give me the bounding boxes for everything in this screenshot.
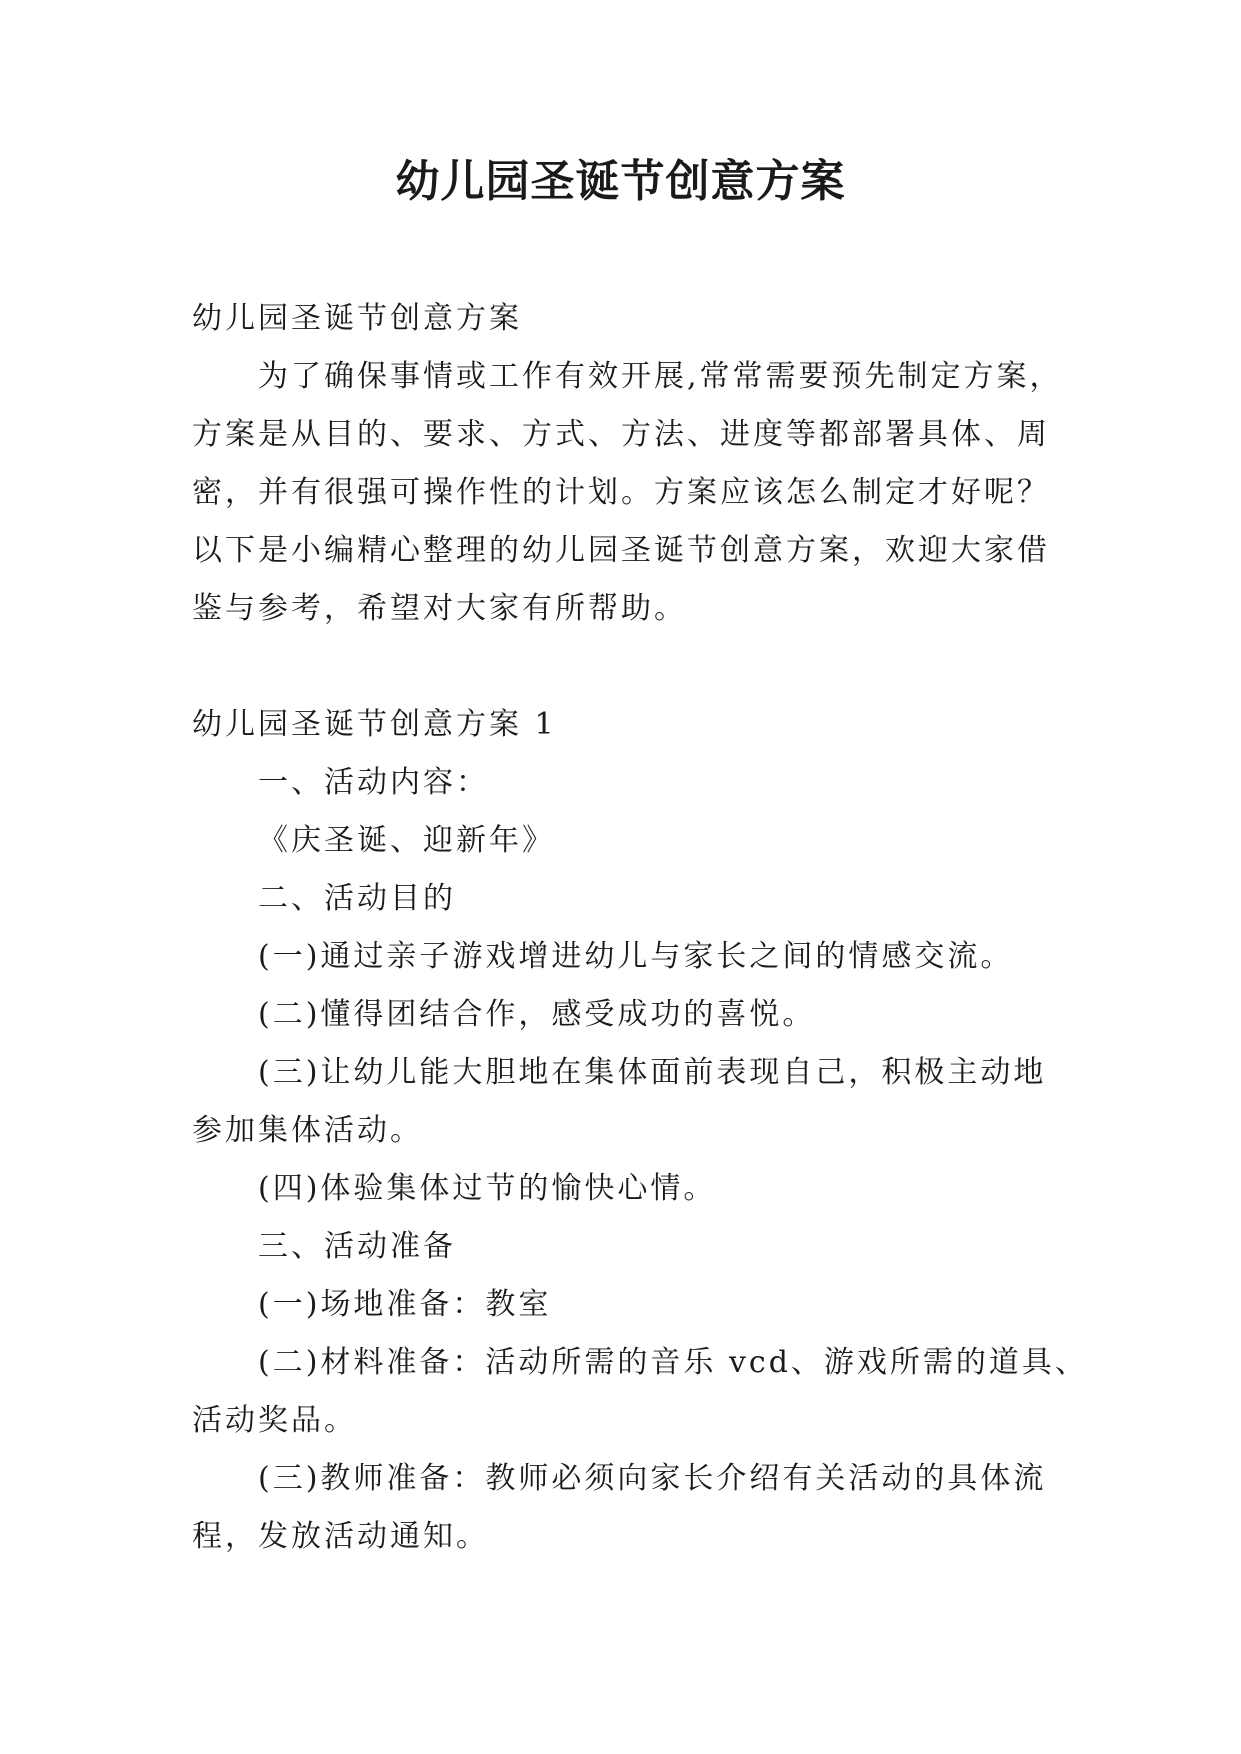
paragraph-line: 一、活动内容：	[258, 765, 489, 800]
section-heading: 幼儿园圣诞节创意方案 1	[192, 707, 557, 742]
document-title: 幼儿园圣诞节创意方案	[395, 156, 846, 207]
paragraph-line: 参加集体活动。	[192, 1113, 423, 1148]
paragraph-line: 方案是从目的、要求、方式、方法、进度等都部署具体、周	[192, 417, 1050, 452]
paragraph-line: 密，并有很强可操作性的计划。方案应该怎么制定才好呢？	[192, 475, 1050, 510]
paragraph-line: (三)教师准备：教师必须向家长介绍有关活动的具体流	[258, 1461, 1047, 1496]
paragraph-line: (一)通过亲子游戏增进幼儿与家长之间的情感交流。	[258, 939, 1014, 974]
paragraph-line: 二、活动目的	[258, 881, 456, 916]
paragraph-gap	[192, 638, 1052, 696]
paragraph-line: (一)场地准备：教室	[258, 1287, 552, 1322]
paragraph-line: (二)材料准备：活动所需的音乐 vcd、游戏所需的道具、	[258, 1345, 1088, 1380]
paragraph-line: 《庆圣诞、迎新年》	[258, 823, 555, 858]
paragraph-line: 活动奖品。	[192, 1403, 357, 1438]
paragraph-line: 幼儿园圣诞节创意方案	[192, 301, 522, 336]
paragraph-line: 为了确保事情或工作有效开展,常常需要预先制定方案，	[258, 359, 1063, 394]
paragraph-line: (二)懂得团结合作，感受成功的喜悦。	[258, 997, 816, 1032]
paragraph-line: 鉴与参考，希望对大家有所帮助。	[192, 591, 687, 626]
paragraph-line: (四)体验集体过节的愉快心情。	[258, 1171, 717, 1206]
paragraph-line: 程，发放活动通知。	[192, 1519, 489, 1554]
document-body	[192, 290, 1088, 1566]
paragraph-line: (三)让幼儿能大胆地在集体面前表现自己，积极主动地	[258, 1055, 1047, 1090]
paragraph-line: 三、活动准备	[258, 1229, 456, 1264]
paragraph-line: 以下是小编精心整理的幼儿园圣诞节创意方案，欢迎大家借	[192, 533, 1050, 568]
